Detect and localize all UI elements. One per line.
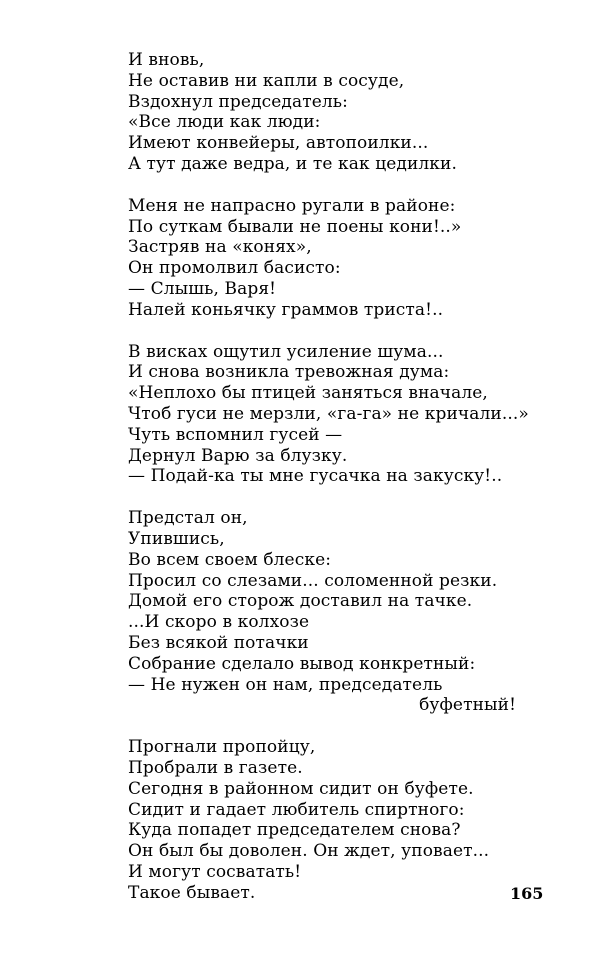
stanza-3 — [128, 342, 528, 488]
poem-line: Упившись, — [128, 528, 225, 549]
stanza-4 — [128, 508, 528, 716]
poem-line: Предстал он, — [128, 508, 248, 529]
poem-line: Без всякой потачки — [128, 632, 309, 653]
poem-line: Чуть вспомнил гусей — — [128, 424, 343, 445]
poem-line: Пробрали в газете. — [128, 757, 303, 778]
poem-line: Имеют конвейеры, автопоилки... — [128, 133, 429, 154]
poem-line: Он был бы доволен. Он ждет, уповает... — [128, 841, 490, 862]
poem-line: Налей коньячку граммов триста!.. — [128, 299, 444, 320]
poem-line: Куда попадет председателем снова? — [128, 820, 461, 841]
poem-line: Прогнали пропойцу, — [128, 737, 316, 758]
poem-line: Не оставив ни капли в сосуде, — [128, 70, 405, 91]
stanza-5 — [128, 737, 528, 903]
stanza-1 — [128, 50, 528, 175]
poem-line: В висках ощутил усиление шума... — [128, 341, 444, 362]
poem-line: По суткам бывали не поены кони!..» — [128, 216, 462, 237]
poem-line: Вздохнул председатель: — [128, 91, 348, 112]
stanza-2 — [128, 196, 528, 321]
poem-line: Сидит и гадает любитель спиртного: — [128, 799, 465, 820]
poem-line: Чтоб гуси не мерзли, «га-га» не кричали...» — [128, 403, 529, 424]
poem-line: Застряв на «конях», — [128, 237, 312, 258]
poem-line: Просил со слезами... соломенной резки. — [128, 570, 498, 591]
poem-line: А тут даже ведра, и те как цедилки. — [128, 153, 457, 174]
poem-line: — Слышь, Варя! — [128, 278, 277, 299]
poem-line: «Неплохо бы птицей заняться вначале, — [128, 383, 488, 404]
poem-line: «Все люди как люди: — [128, 112, 321, 133]
poem-line: Сегодня в районном сидит он буфете. — [128, 778, 474, 799]
poem-line: Дернул Варю за блузку. — [128, 445, 348, 466]
poem-line: Во всем своем блеске: — [128, 549, 332, 570]
poem-line: И вновь, — [128, 50, 205, 70]
poem-line: И могут сосватать! — [128, 861, 302, 882]
poem-line: Домой его сторож доставил на тачке. — [128, 591, 473, 612]
poem-line-continuation: буфетный! — [419, 695, 516, 716]
poem-line: Такое бывает. — [128, 882, 256, 903]
poem-line: — Не нужен он нам, председатель — [128, 674, 443, 695]
poem-line: — Подай-ка ты мне гусачка на закуску!.. — [128, 466, 503, 487]
poem-line: ...И скоро в колхозе — [128, 612, 310, 633]
page-number: 165 — [510, 884, 544, 903]
poem-line: Меня не напрасно ругали в районе: — [128, 195, 456, 216]
poem-line: Собрание сделало вывод конкретный: — [128, 653, 476, 674]
poem-line: Он промолвил басисто: — [128, 258, 341, 279]
poem-line: И снова возникла тревожная дума: — [128, 362, 450, 383]
poem-text — [128, 50, 528, 903]
